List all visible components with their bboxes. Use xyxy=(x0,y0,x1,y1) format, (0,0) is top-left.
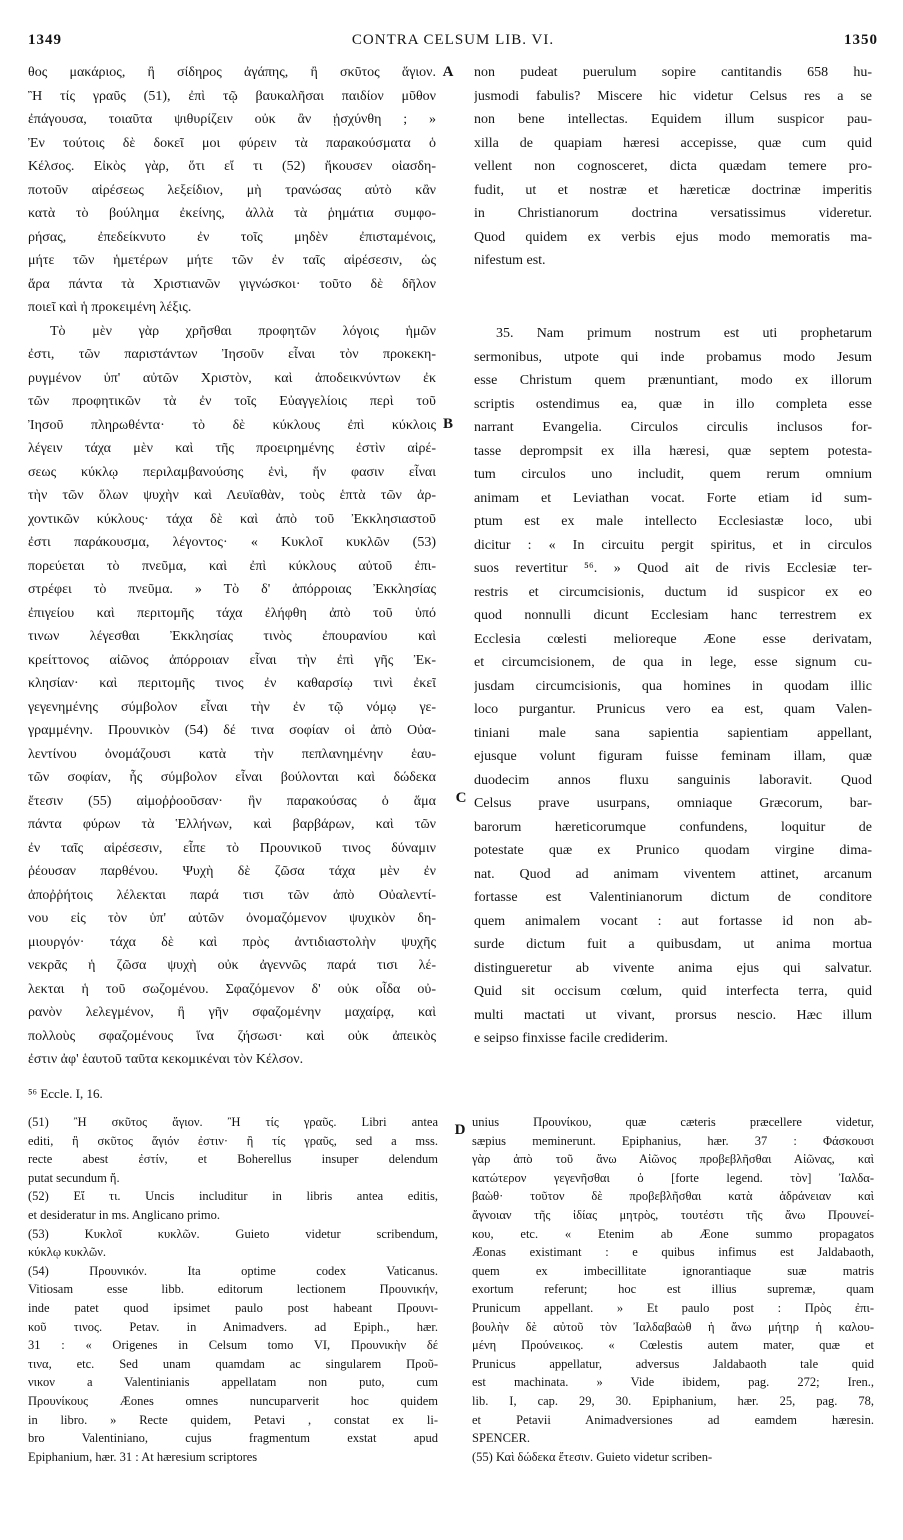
note-line: νικον a Valentinianis appellatam non puto, cum xyxy=(28,1375,438,1390)
note-line: editi, ἢ σκῦτος ἅγιόν ἐστιν· ἢ τίς γραῦς, sed a mss. xyxy=(28,1133,438,1148)
greek-line: ρυγμένον ὑπ' αὐτῶν Χριστὸν, καὶ ἀποδεικνύντων ἐκ xyxy=(28,370,436,386)
latin-line: nat. Quod ad animam viventem attinet, arcanum xyxy=(474,866,872,882)
note-line: in libro. » Recte quidem, Petavi , constat ex li- xyxy=(28,1412,438,1427)
greek-line: τινων λέγεσθαι Ἐκκλησίας τινὸς ἐπουρανίου καὶ xyxy=(28,629,436,644)
latin-line: Quid sit occisum cœlum, quid interfecta terra, quid xyxy=(474,984,872,999)
greek-line: γραμμένην. Προυνικὸν (54) δέ τινα σοφίαν οἱ ἀπὸ Οὐα- xyxy=(28,723,436,738)
note-line: Æonas existimant : e quibus infimus est Jaldabaoth, xyxy=(472,1245,874,1260)
page-number-left: 1349 xyxy=(28,32,62,48)
latin-line: loco purgantur. Prunicus vero ea est, quam Valen- xyxy=(474,702,872,717)
latin-line: tiniani male sana sapientia sapientiam appellant, xyxy=(474,725,872,741)
greek-line: ἀποῤῥήτοις λέλεκται παρά τισι τῶν ἀπὸ Οὐαλεντί- xyxy=(28,887,436,903)
note-line: μένη Προύνεικος. « Cœlestis autem mater, quæ et xyxy=(472,1338,874,1353)
note-line: lib. I, cap. 29, 30. Epiphanium, hær. 25, pag. 78, xyxy=(472,1393,874,1408)
note-line: βαὼθ· τοῦτον δὲ προβεβλῆσθαι κατὰ ἀδράνειαν καὶ xyxy=(472,1189,874,1204)
note-line: Epiphanium, hær. 31 : At hæresium scriptores xyxy=(28,1449,258,1464)
latin-line: surde dictum fuit a quibusdam, ut anima mortua xyxy=(474,937,872,952)
latin-line: duodecim annos fluxu sanguinis laboravit. Quod xyxy=(474,772,872,788)
latin-line: et circumcisionem, de qua in lege, esse signum cu- xyxy=(474,655,872,670)
margin-letter-a: A xyxy=(442,64,454,80)
latin-line: Quod quidem ex verbis ejus modo memoratis ma- xyxy=(474,229,872,245)
note-line: Prunicum appellant. » Et paulo post : Πρὸς ἐπι- xyxy=(472,1300,874,1315)
latin-line: suos revertitur ⁵⁶. » Quod ait de rivis Ecclesiæ ter- xyxy=(474,561,872,576)
latin-line: potestate quæ ex Prunico quodam virgine dima- xyxy=(474,843,872,858)
footnote-line: ⁵⁶ Eccle. I, 16. xyxy=(28,1086,103,1101)
note-line: Prunicus appellatur, adversus Jaldabaoth tale quid xyxy=(472,1356,874,1371)
note-line: et Petavii Animadversiones ad eamdem hæresin. xyxy=(472,1412,874,1427)
greek-line: τῶν προφητικῶν τὰ ἐν τοῖς Εὐαγγελίοις περὶ τοῦ xyxy=(28,394,436,409)
note-line: (51) Ἢ σκῦτος ἅγιον. Ἢ τίς γραῦς. Libri antea xyxy=(28,1115,438,1129)
latin-paragraph-35 xyxy=(474,322,872,1051)
page-number-right: 1350 xyxy=(844,32,878,48)
greek-line: Ἢ τίς γραῦς (51), ἐπὶ τῷ βαυκαλῆσαι παιδίον μῦθον xyxy=(28,88,436,104)
latin-line: fortasse est Valentinianorum dictum de conditore xyxy=(474,890,872,905)
greek-line: νου εἰς τὸν ὑπ' αὐτῶν ὀνομαζόμενον ψυχικὸν δη- xyxy=(28,911,436,926)
greek-line: ἐπιγείου καὶ περιτομῆς τάχα ἐλήφθη ἀπὸ τοῦ ὑπό xyxy=(28,605,436,621)
note-line: γὰρ ἀπὸ τοῦ ἄνω Αἰῶνος προβεβλῆσθαι Αἰῶνας, καὶ xyxy=(472,1152,874,1167)
latin-line: Ecclesia cœlesti melioreque Æone esse derivatam, xyxy=(474,631,872,647)
latin-line: in Christianorum doctrina versatissimus videretur. xyxy=(474,206,872,221)
note-line: (53) Κυκλοῖ κυκλῶν. Guieto videtur scribendum, xyxy=(28,1226,438,1241)
greek-line: ῥέουσαν παρθένου. Ψυχὴ δὲ ζῶσα τάχα μὲν ἐν xyxy=(28,864,436,879)
note-line: κοῦ τινος. Petav. in Animadvers. ad Epiph., hær. xyxy=(28,1319,438,1334)
greek-line: ποτοῦν αἱρέσεως λεξείδιον, μὴ τρανώσας αὐτὸ κἂν xyxy=(28,182,436,198)
note-line: recte abest ἐστίν, et Boherellus insuper delendum xyxy=(28,1152,438,1167)
greek-line: ποιεῖ καὶ ἡ προκειμένη λέξις. xyxy=(28,300,192,315)
greek-line: Τὸ μὲν γὰρ χρῆσθαι προφητῶν λόγοις ἡμῶν xyxy=(50,323,436,339)
greek-text-column xyxy=(28,61,436,1072)
running-title: CONTRA CELSUM LIB. VI. xyxy=(351,32,555,48)
margin-letter-d: D xyxy=(454,1122,466,1138)
latin-line: restris et circumcisionis, ductum id suspicor ex eo xyxy=(474,584,872,600)
note-line: ἄγνοιαν τῆς ἰδίας μητρὸς, τουτέστι τῆς ἄνω Προυνεί- xyxy=(472,1207,874,1222)
greek-line: κλησίαν· καὶ περιτομῆς τινος ἐν καθαρσίῳ τινὶ ἐκεῖ xyxy=(28,676,436,691)
greek-line: μιουργόν· τάχα δὲ καὶ πρὸς ἀντιδιαστολὴν ψυχῆς xyxy=(28,934,436,950)
latin-line: non bene intellectas. Equidem illum suspicor pau- xyxy=(474,112,872,127)
latin-line: multi mactati ut vivant, prorsus nescio. Hæc illum xyxy=(474,1007,872,1023)
greek-line: ἐπάγουσα, τοιαῦτα ψιθυρίζειν οὐκ ἂν ᾐσχύνθη ; » xyxy=(28,112,436,127)
greek-line: γεγενημένης σύμβολον εἶναι τὴν ἐν τῷ νόμῳ γε- xyxy=(28,699,436,715)
latin-line: barorum hæreticorumque confundens, loquitur de xyxy=(474,819,872,835)
note-line: sæpius meminerunt. Epiphanius, hær. 37 : Φάσκουσι xyxy=(472,1133,874,1148)
greek-line: πορεύεται τὸ πνεῦμα, καὶ ἐπὶ κύκλους αὐτοῦ ἐπι- xyxy=(28,558,436,574)
latin-line: ejusque volunt figuram fuisse feminam illam, quæ xyxy=(474,749,872,764)
note-line: κατώτερον γεγενῆσθαι ὁ [forte legend. τὸν] Ἰαλδα- xyxy=(472,1170,874,1185)
greek-line: ἔτεσιν (55) αἱμοῤῥοοῦσαν· ἣν παρακούσας ὁ ἅμα xyxy=(28,793,436,809)
latin-line: tum circulos uno includit, quem rerum omnium xyxy=(474,467,872,482)
latin-line: e seipso finxisse facile crediderim. xyxy=(474,1031,668,1046)
note-line: et desideratur in ms. Anglicano primo. xyxy=(28,1207,220,1222)
note-line: inde patet quod ipsimet paulo post habeant Προυνι- xyxy=(28,1300,438,1315)
greek-line: σεως κύκλῳ περιλαμβανούσης ἑνὶ, ἥν φασιν εἶναι xyxy=(28,464,436,480)
latin-line: quem animalem vocant : aut fortasse id non ab- xyxy=(474,913,872,929)
note-line: βουλὴν δὲ αὐτοῦ τὸν Ἰαλδαβαὼθ ἡ ἄνω μήτηρ ἡ καλου- xyxy=(472,1319,874,1334)
greek-line: λέγειν τάχα μὲν καὶ τῆς προειρημένης ἐστὶν αἱρέ- xyxy=(28,441,436,456)
editor-notes-left xyxy=(28,1113,438,1466)
greek-line: στρέφει τὸ πνεῦμα. » Τὸ δ' ἀπόρροιας Ἐκκλησίας xyxy=(28,582,436,597)
greek-line: Κέλσος. Εἰκὸς γὰρ, ὅτι εἴ τι (52) ἤκουσεν οἱασδη- xyxy=(28,159,436,174)
latin-line: xilla de quapiam hæresi accepisse, quæ cum quid xyxy=(474,135,872,151)
latin-line: distingueretur ab vivente anima ejus qui salvatur. xyxy=(474,960,872,976)
latin-line: dicitur : « In circuitu pergit spiritus, et in circulos xyxy=(474,537,872,553)
scripture-footnote xyxy=(28,1082,428,1106)
note-line: (55) Καὶ δώδεκα ἔτεσιν. Guieto videtur scriben- xyxy=(472,1449,713,1464)
latin-line: tasse deprompsit ex illa hæresi, quæ septem potesta- xyxy=(474,443,872,459)
greek-line: λεντίνου ὀνομάζουσι κατὰ τὴν πεπλανημένην ἑαυ- xyxy=(28,746,436,762)
latin-line: quod nonnulli dicunt Ecclesiam hanc terrestrem ex xyxy=(474,608,872,623)
margin-letter-c: C xyxy=(455,790,467,806)
greek-line: πολλοὺς σφαζομένους ἵνα ζήσωσι· καὶ οὐκ ἀπεικὸς xyxy=(28,1028,436,1044)
latin-line: 35. Nam primum nostrum est uti prophetarum xyxy=(496,326,872,341)
greek-line: τὴν τῶν ὅλων ψυχὴν καὶ Λευϊαθὰν, τοὺς ἑπτὰ τῶν ἀρ- xyxy=(28,488,436,503)
note-line: (54) Προυνικόν. Ita optime codex Vaticanus. xyxy=(28,1263,438,1278)
latin-line: fudit, ut et nostræ et hæreticæ doctrinæ imperitis xyxy=(474,182,872,198)
greek-line: κατὰ τὸ βούλημα ἐκείνης, ἀλλὰ τὰ ῥημάτια συμφο- xyxy=(28,206,436,221)
latin-line: Celsus prave usurpans, omniaque Græcorum, bar- xyxy=(474,796,872,811)
note-line: bro Valentiniano, cujus fragmentum exstat apud xyxy=(28,1431,438,1446)
greek-line: Ἰησοῦ πληρωθέντα· τὸ δὲ κύκλους ἐπὶ κύκλοις xyxy=(28,417,436,433)
greek-line: νεκρᾶς ἡ ζῶσα ψυχὴ οὐκ ἀγεννῶς παρά τισι λέ- xyxy=(28,958,436,973)
greek-line: ρανὸν λελεγμένον, ἢ γῆν σφαζομένην μαχαίρᾳ, καὶ xyxy=(28,1005,436,1020)
greek-line: ρήσας, ἐπεδείκνυτο ἐν τοῖς μηδὲν ἐπισταμένοις, xyxy=(28,229,436,245)
greek-line: ἐστιν ἀφ' ἑαυτοῦ ταῦτα κεκομικέναι τὸν Κέλσον. xyxy=(28,1052,304,1067)
latin-line: nifestum est. xyxy=(474,253,546,268)
note-line: SPENCER. xyxy=(472,1431,531,1446)
greek-line: πάντα φύρων τὰ Ἑλλήνων, καὶ βαρβάρων, καὶ τῶν xyxy=(28,817,436,832)
latin-line: esse Christum quem prænuntiant, modo ex illorum xyxy=(474,373,872,388)
latin-line: animam et Leviathan vocat. Forte etiam id sum- xyxy=(474,490,872,506)
running-header xyxy=(28,32,878,56)
latin-line: non pudeat puerulum sopire cantitandis 658 hu- xyxy=(474,65,872,80)
latin-line: sermonibus, utpote qui inde probamus modo Jesum xyxy=(474,349,872,365)
note-line: Προυνίκους Æones omnes nuncuparverit hoc quidem xyxy=(28,1393,438,1408)
greek-line: ἐστι παράκουσμα, λέγοντος· « Κυκλοῖ κυκλῶν (53) xyxy=(28,535,436,550)
margin-letter-b: B xyxy=(442,416,453,432)
latin-line: vellent non cognosceret, dicta quædam temere pro- xyxy=(474,159,872,174)
greek-line: ἐστι, τῶν παριστάντων Ἰησοῦν εἶναι τὸν προκεκη- xyxy=(28,347,436,362)
note-line: putat secundum ἤ. xyxy=(28,1170,120,1185)
latin-line: jusdam circumcisionis, qua homines in quodam illic xyxy=(474,678,872,694)
latin-line: scriptis ostendimus ea, quæ in illo completa esse xyxy=(474,396,872,412)
greek-line: τῶν σοφίαν, ἧς σύμβολον εἶναι βούλονται καὶ δώδεκα xyxy=(28,770,436,785)
greek-line: λεκται ἡ τοῦ σωζομένου. Σφαζόμενον δ' οὐκ οἶδα οὐ- xyxy=(28,981,436,997)
note-line: exortum referunt; hoc est illius supremæ, quam xyxy=(472,1282,874,1297)
latin-line: narrant Evangelia. Circulos circulis inclusos for- xyxy=(474,420,872,435)
latin-line: jusmodi fabulis? Miscere hic videtur Celsus res a se xyxy=(474,88,872,104)
note-line: κου, etc. « Etenim ab Æone summo propagatos xyxy=(472,1226,874,1241)
note-line: 31 : « Origenes in Celsum tomo VI, Προυνικὴν δέ xyxy=(28,1338,438,1353)
note-line: Vitiosam esse libb. editorum lectionem Προυνικήν, xyxy=(28,1282,438,1297)
greek-line: κρείττονος αἰῶνος ἀπόρροιαν εἶναι τὴν ἐπὶ γῆς Ἐκ- xyxy=(28,652,436,668)
greek-line: μήτε τῶν ἡμετέρων μήτε τῶν ἐν ταῖς αἱρέσεσιν, ὡς xyxy=(28,253,436,268)
greek-line: ἐν ταῖς αἱρέσεσιν, εἶπε τὸ Προυνικοῦ τινος δύναμιν xyxy=(28,840,436,856)
note-line: (52) Εἴ τι. Uncis includitur in libris antea editis, xyxy=(28,1189,438,1204)
note-line: est machinata. » Vide ibidem, pag. 272; Iren., xyxy=(472,1375,874,1390)
greek-line: Ἐν τούτοις δὲ δοκεῖ μοι φύρειν τὰ παρακούσματα ὁ xyxy=(28,135,436,151)
note-line: unius Προυνίκου, quæ cæteris præcellere videtur, xyxy=(472,1115,874,1129)
note-line: κύκλῳ κυκλῶν. xyxy=(28,1245,107,1260)
latin-line: ptum est ex male intellecto Ecclesiastæ loco, ubi xyxy=(474,514,872,529)
greek-line: ἄρα πάντα τὰ Χριστιανῶν γιγνώσκοι· τοῦτο δὲ δῆλον xyxy=(28,276,436,292)
editor-notes-right xyxy=(472,1113,874,1466)
greek-line: χοντικῶν κύκλους· τάχα δὲ καὶ ἀπὸ τοῦ Ἐκκλησιαστοῦ xyxy=(28,511,436,527)
greek-line: θος μακάριος, ἢ σίδηρος ἀγάπης, ἢ σκῦτος ἅγιον. xyxy=(28,65,436,80)
note-line: τινα, etc. Sed unam quamdam ac singularem Προῦ- xyxy=(28,1356,438,1371)
latin-paragraph-34 xyxy=(474,61,872,273)
note-line: quem ex imbecillitate ignorantiaque suæ matris xyxy=(472,1263,874,1278)
